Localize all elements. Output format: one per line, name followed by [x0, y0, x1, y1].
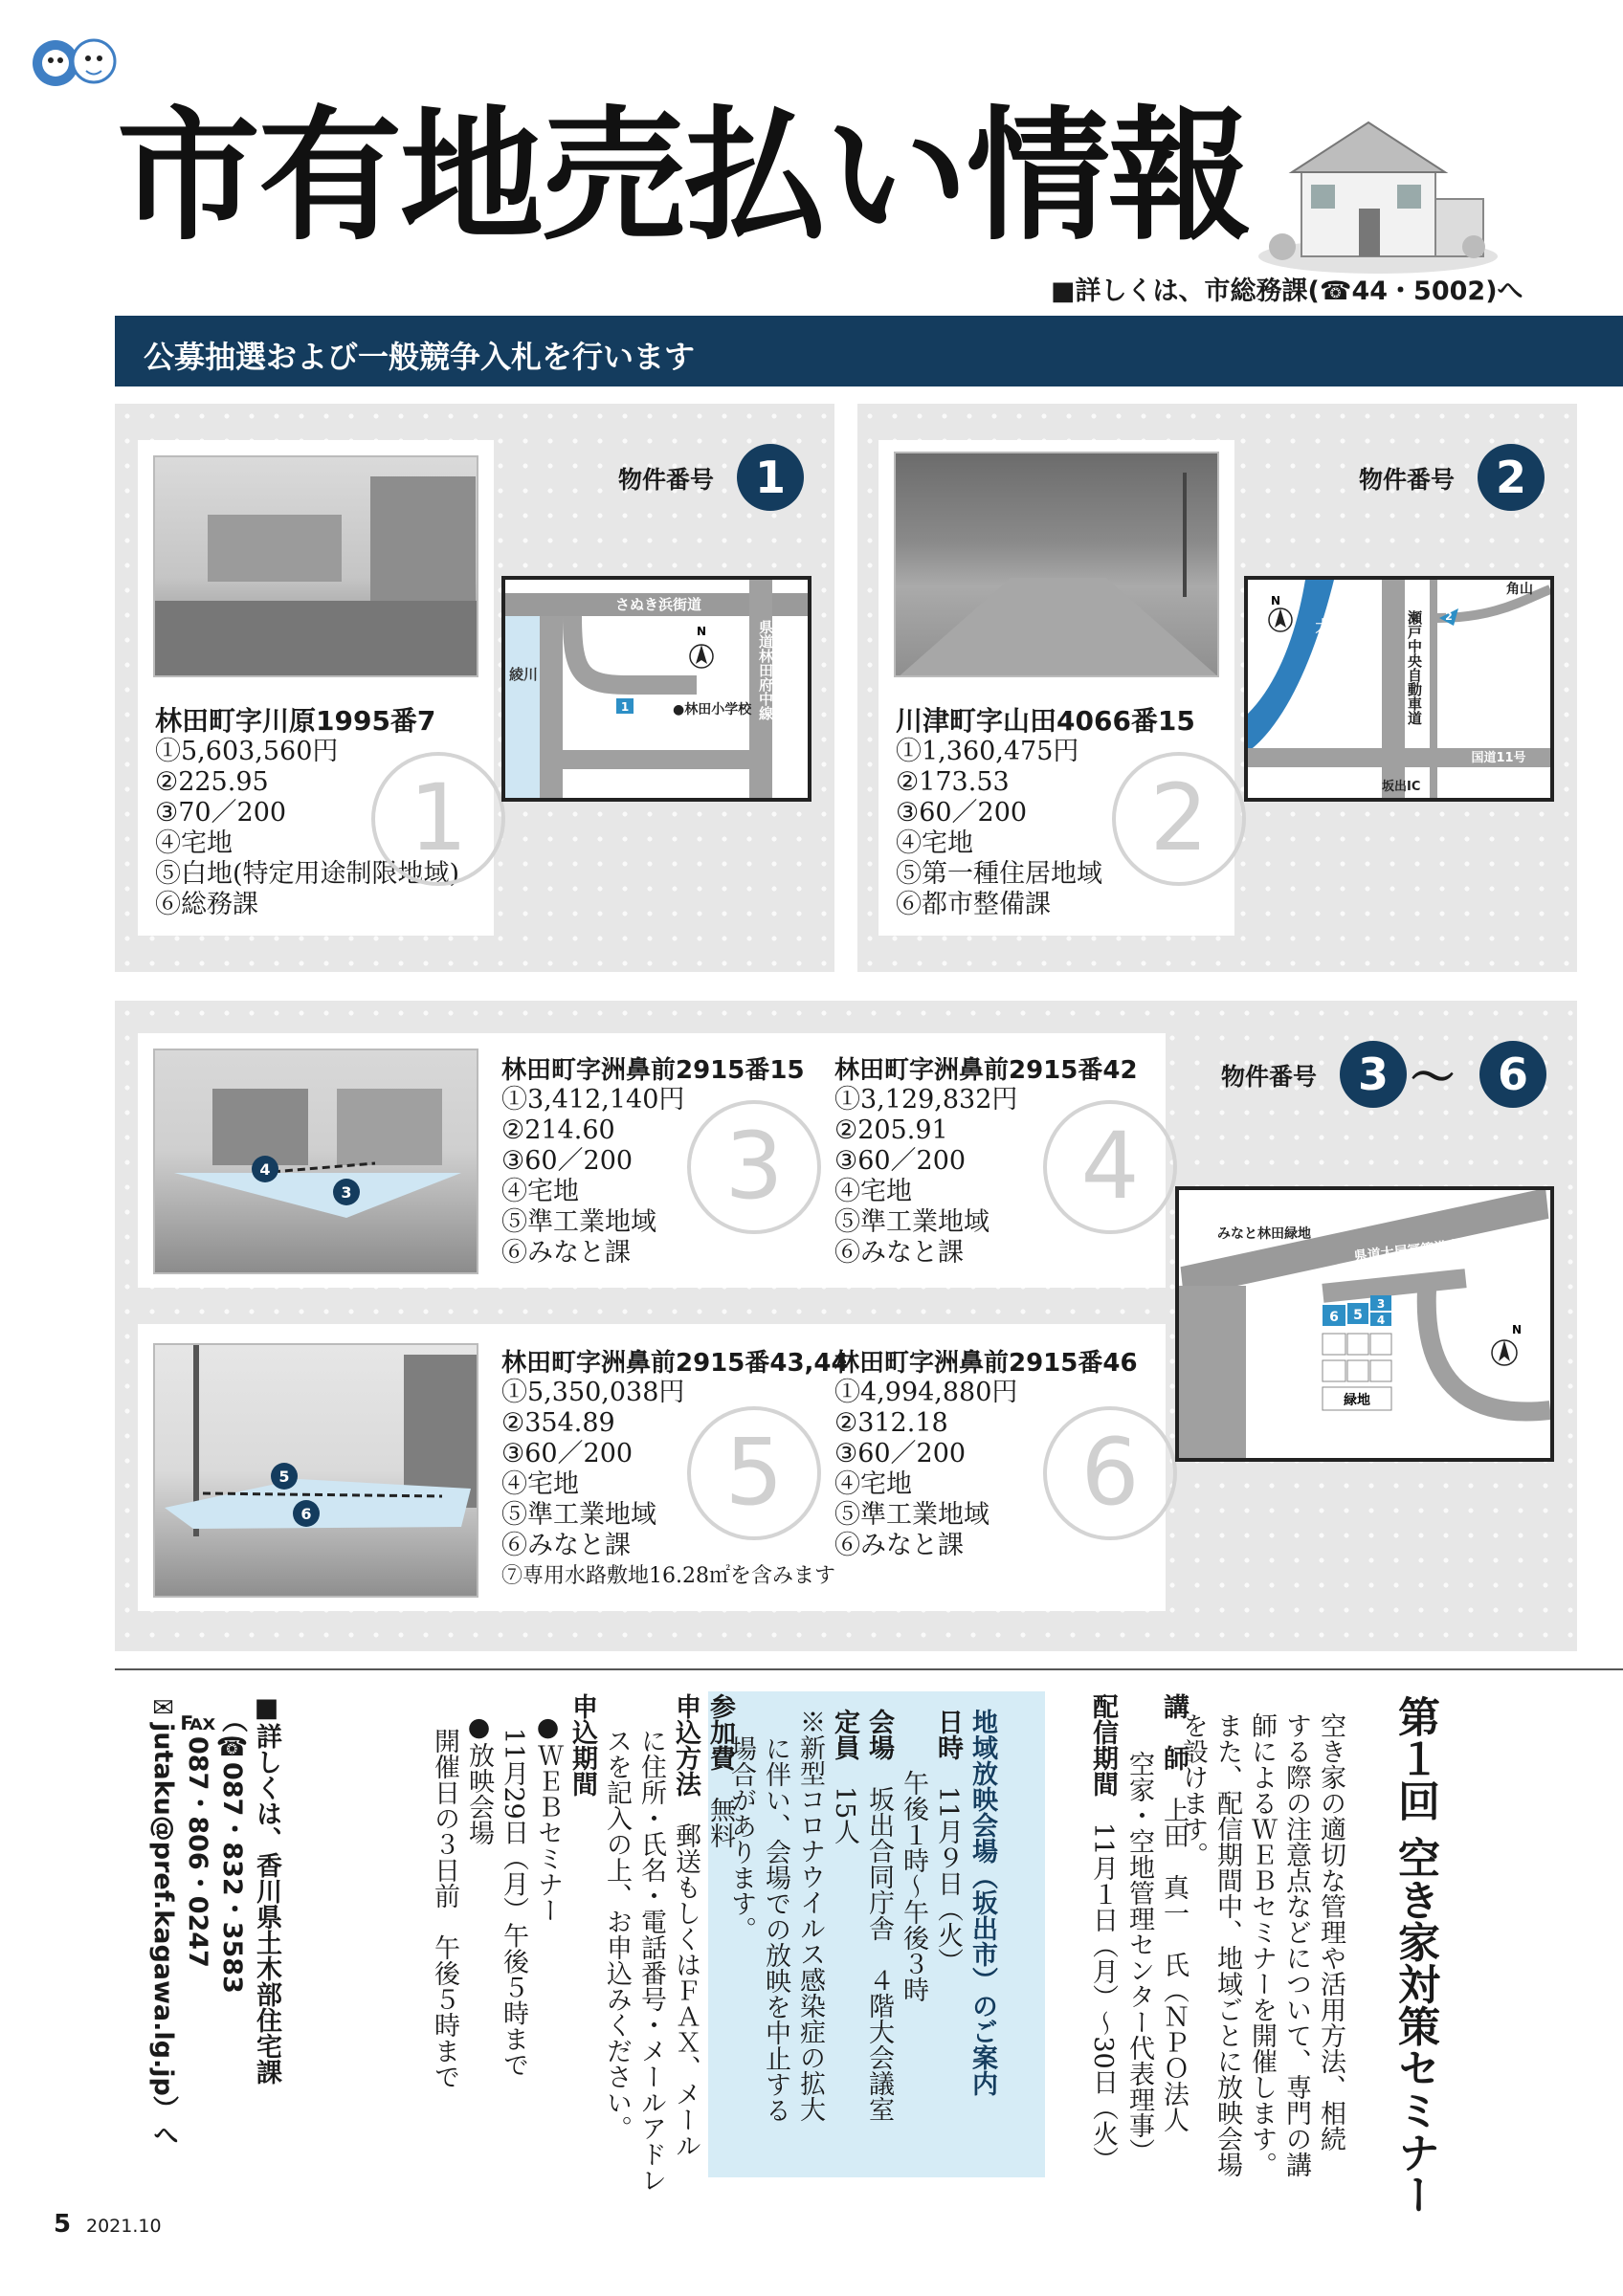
property-number-watermark-3: 3	[687, 1100, 821, 1234]
seminar-title: 第１回 空き家対策セミナー	[1390, 1695, 1439, 2216]
map1-route-label: 県道林田府中線	[757, 620, 774, 720]
property-photo-1	[153, 455, 478, 677]
map3-route-label: 県道大屋冨築港宇多津線	[1353, 1234, 1501, 1266]
seminar-contact: ■詳しくは、香川県土木部住宅課 （☎087・832・3583 ℻087・806・0247 ✉jutaku@pref.kagawa.lg.jp）へ	[148, 1693, 281, 2148]
page-number: 5	[54, 2210, 72, 2239]
seminar-period: 配信期間 11月１日（月）〜30日（火）	[1088, 1693, 1118, 2173]
property-number-watermark-5: 5	[687, 1406, 821, 1540]
map3-lot-5: 5	[1353, 1308, 1363, 1323]
property-address-6: 林田町字洲鼻前2915番46	[834, 1349, 1138, 1378]
map1-school-label: ●林田小学校	[673, 702, 752, 718]
property-specs-5: ①5,350,038円 ②354.89 ③60／200 ④宅地 ⑤準工業地域 ⑥みなと課 ⑦専用水路敷地16.28㎡を含みます	[501, 1378, 835, 1588]
map3-north-label: N	[1512, 1323, 1523, 1336]
banner-text: 公募抽選および一般競争入札を行います	[144, 339, 696, 375]
property-address-3: 林田町字洲鼻前2915番15	[501, 1056, 805, 1085]
map1-north-label: N	[696, 625, 707, 638]
map2-ic-label: 坂出IC	[1382, 780, 1421, 794]
map2-river-label: 大束川	[1313, 618, 1331, 698]
photo-mark-3: 3	[341, 1183, 352, 1202]
map3-lot-3: 3	[1376, 1297, 1386, 1311]
property-number-watermark-4: 4	[1043, 1100, 1177, 1234]
page-title: 市有地売払い情報	[117, 94, 1251, 260]
photo-mark-4: 4	[259, 1160, 271, 1179]
property-specs-6: ①4,994,880円 ②312.18 ③60／200 ④宅地 ⑤準工業地域 ⑥みなと課	[834, 1378, 1018, 1560]
property-range-badge-to: 6	[1479, 1041, 1546, 1108]
property-specs-4: ①3,129,832円 ②205.91 ③60／200 ④宅地 ⑤準工業地域 ⑥みなと課	[834, 1085, 1018, 1268]
map2-national-label: 国道11号	[1471, 751, 1526, 765]
property-specs-1: ①5,603,560円 ②225.95 ③70／200 ④宅地 ⑤白地(特定用途制限地域) ⑥総務課	[155, 737, 460, 919]
map2-north-label: N	[1271, 594, 1281, 607]
mascot-illustration	[27, 25, 122, 101]
map2-expressway-label: 瀬戸中央自動車道	[1406, 610, 1423, 725]
property-photo-3-4	[153, 1049, 478, 1274]
property-range-separator: 〜	[1411, 1051, 1455, 1103]
property-photo-2	[894, 452, 1219, 677]
property-number-watermark-6: 6	[1043, 1406, 1177, 1540]
seminar-lecturer: 講 師 上田 真一 氏（ＮＰＯ法人 空家・空地管理センター代表理事）	[1124, 1693, 1189, 2164]
property-address-2: 川津町字山田4066番15	[896, 705, 1195, 737]
photo-mark-5: 5	[278, 1468, 290, 1486]
property-address-4: 林田町字洲鼻前2915番42	[834, 1056, 1138, 1085]
property-map-1	[501, 576, 812, 802]
property-label-3-6: 物件番号	[1221, 1063, 1318, 1091]
venue-info: 地域放映会場（坂出市）のご案内 日時 11月９日（火） 午後１時〜午後３時 会場 坂出合同庁舎 ４階大会議室 定員 15人 ※新型コロナウイルス感染症の拡大 に伴い、会場での放映を中止する 場合があります。	[726, 1709, 997, 2123]
seminar-intro: 空き家の適切な管理や活用方法、相続 する際の注意点などについて、専門の講 師によるＷＥＢセミナーを開催します。 また、配信期間中、地域ごとに放映会場 を設けます。	[1178, 1712, 1345, 2177]
map3-lot-4: 4	[1376, 1314, 1386, 1327]
property-map-3-6	[1175, 1186, 1554, 1462]
map1-river-label: 綾川	[509, 666, 539, 683]
property-specs-3: ①3,412,140円 ②214.60 ③60／200 ④宅地 ⑤準工業地域 ⑥みなと課	[501, 1085, 685, 1268]
property-label-1: 物件番号	[618, 466, 715, 494]
map3-green-label: みなと林田緑地	[1217, 1226, 1311, 1242]
property-range-badge-from: 3	[1340, 1041, 1407, 1108]
property-address-5: 林田町字洲鼻前2915番43,44	[501, 1349, 849, 1378]
map3-lot-6: 6	[1329, 1310, 1339, 1325]
property-map-2	[1244, 576, 1554, 802]
property-label-2: 物件番号	[1359, 466, 1456, 494]
property-number-watermark-2: 2	[1112, 752, 1246, 886]
property-photo-5-6	[153, 1343, 478, 1598]
map2-kadoyama-label: 角山	[1506, 582, 1533, 597]
issue-date: 2021.10	[86, 2216, 162, 2237]
photo-mark-6: 6	[300, 1505, 312, 1523]
section-divider	[115, 1668, 1623, 1670]
map2-lot-label: 2	[1445, 610, 1453, 623]
property-number-badge-2: 2	[1478, 444, 1545, 511]
seminar-application: 参加費 無料 申込方法 郵送もしくはＦＡＸ、メール に住所・氏名・電話番号・メールアドレ スを記入の上、お申込みください。 申込期間 ●ＷＥＢセミナー 11月29日（月）午後５時まで ●放映会場 開催日の３日前 午後５時まで	[430, 1693, 735, 2193]
property-number-watermark-1: 1	[371, 752, 505, 886]
contact-info: ■詳しくは、市総務課(☎44・5002)へ	[1051, 276, 1523, 306]
map1-lot-label: 1	[620, 700, 630, 714]
map3-ryokuchi-label: 緑地	[1344, 1393, 1370, 1408]
property-specs-2: ①1,360,475円 ②173.53 ③60／200 ④宅地 ⑤第一種住居地域 ⑥都市整備課	[896, 737, 1102, 919]
section-banner	[115, 316, 1623, 386]
property-address-1: 林田町字川原1995番7	[155, 705, 436, 737]
house-illustration	[1254, 113, 1502, 276]
property-number-badge-1: 1	[737, 444, 804, 511]
map1-road-label: さぬき浜街道	[614, 596, 702, 613]
